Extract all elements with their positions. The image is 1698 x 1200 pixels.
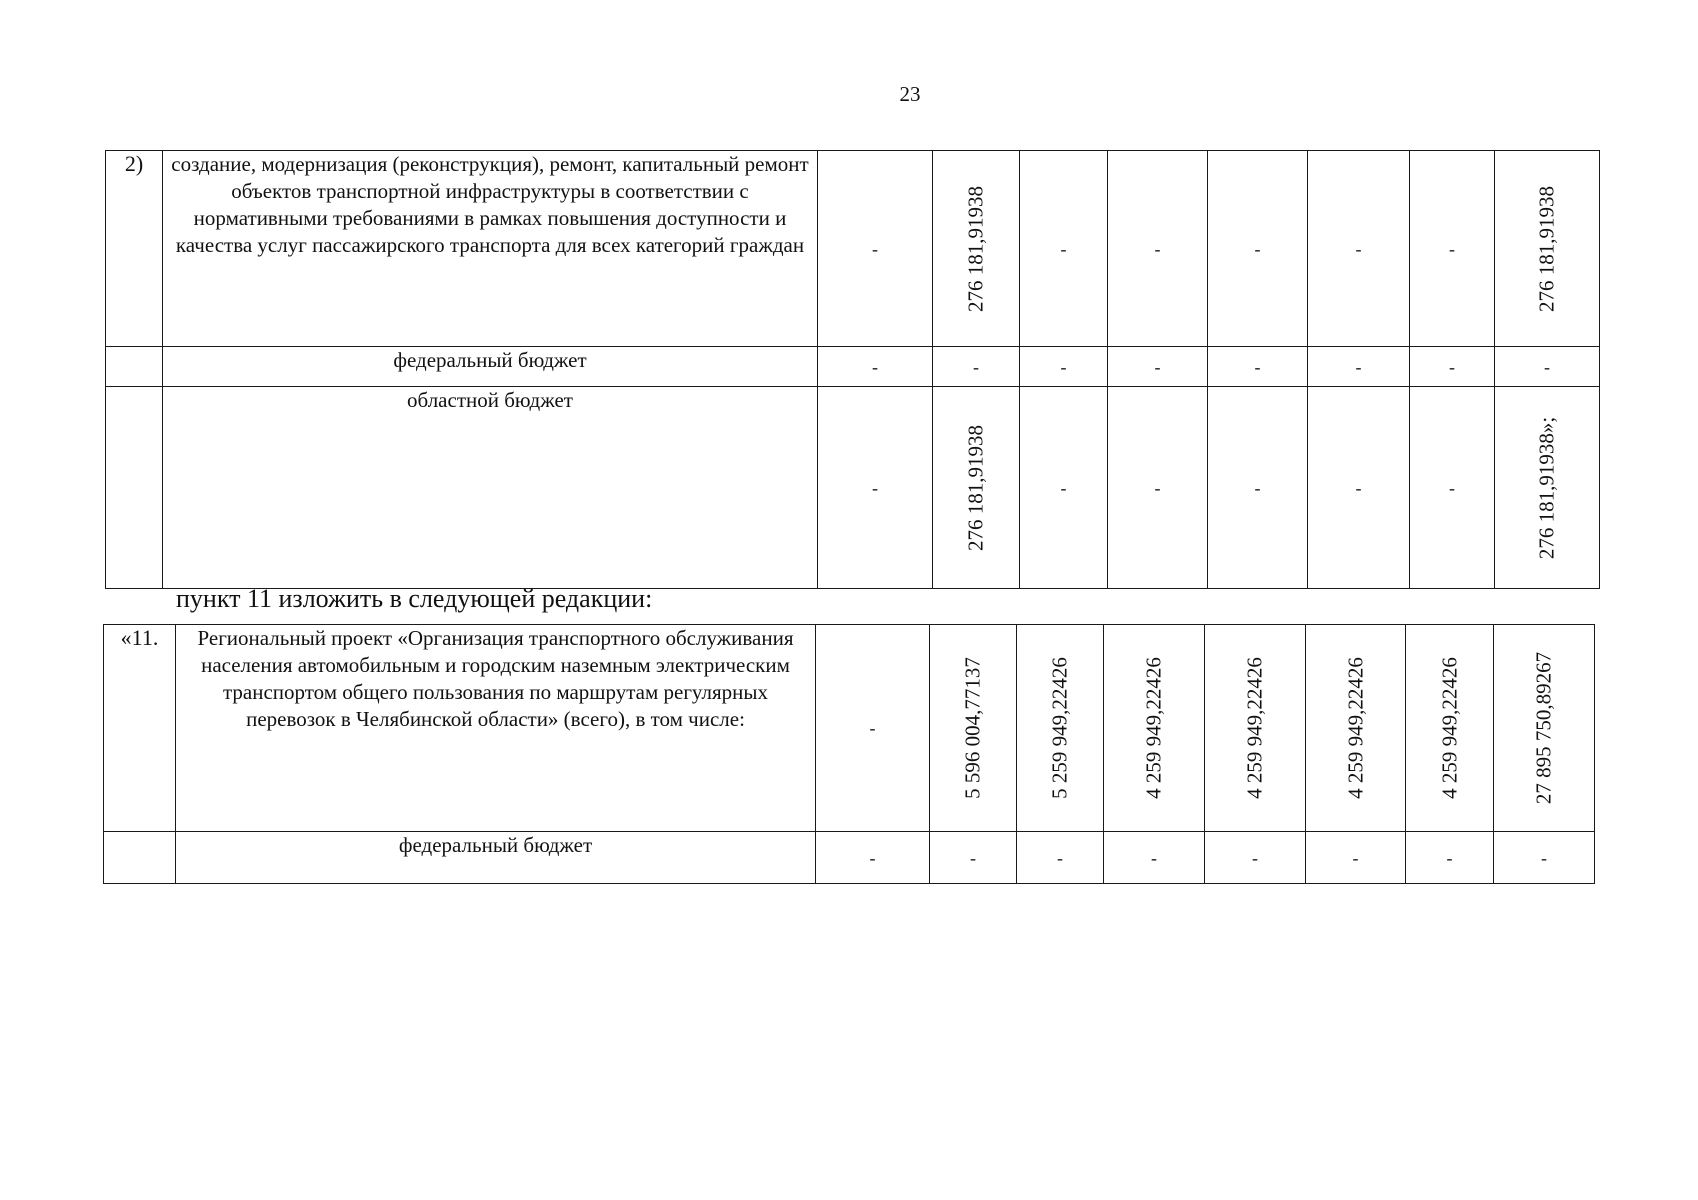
value-cell: -: [973, 356, 979, 377]
value-cell: 4 259 949,22426: [1141, 657, 1166, 799]
row-description: федеральный бюджет: [163, 347, 818, 387]
section-heading: пункт 11 изложить в следующей редакции:: [176, 584, 653, 613]
value-cell: -: [872, 477, 878, 498]
value-cell: -: [1060, 356, 1067, 377]
value-cell: -: [1060, 477, 1067, 498]
row-description: создание, модернизация (реконструкция), ремонт, капитальный ремонт объектов транспортной инфраструктуры в соответствии с нормативными требованиями в рамках повышения доступности и качества услуг пассажирского транспорта для всех категорий граждан: [163, 151, 818, 347]
value-cell: -: [1449, 238, 1455, 259]
value-cell: -: [1544, 356, 1550, 377]
row-description: областной бюджет: [163, 387, 818, 589]
value-cell: -: [1254, 238, 1261, 259]
value-cell: -: [1449, 477, 1455, 498]
value-cell: -: [1254, 477, 1261, 498]
table-row: [104, 625, 1595, 832]
row-number: [106, 387, 163, 589]
value-cell: -: [1541, 847, 1547, 868]
page-number: 23: [899, 82, 921, 106]
value-cell: -: [1446, 847, 1453, 868]
value-cell: 27 895 750,89267: [1531, 651, 1556, 805]
row-description: Региональный проект «Организация транспортного обслуживания населения автомобильным и городским наземным электрическим транспортом общего пользования по маршрутам регулярных перевозок в Челябинской области» (всего), в том числе:: [176, 625, 816, 832]
value-cell: 4 259 949,22426: [1242, 657, 1267, 799]
value-cell: -: [872, 238, 878, 259]
value-cell: 276 181,91938: [963, 424, 988, 551]
value-cell: -: [872, 356, 878, 377]
value-cell: 5 596 004,77137: [960, 657, 985, 799]
value-cell: 276 181,91938: [963, 185, 988, 312]
value-cell: -: [1449, 356, 1455, 377]
budget-table-item-2: [105, 150, 1600, 589]
row-number: [106, 347, 163, 387]
value-cell: -: [1154, 238, 1161, 259]
table-row: [106, 151, 1600, 347]
value-cell: -: [1355, 356, 1362, 377]
value-cell: -: [1254, 356, 1261, 377]
table-row: [106, 347, 1600, 387]
value-cell: -: [1154, 477, 1161, 498]
value-cell: -: [1355, 238, 1362, 259]
table-row: [106, 387, 1600, 589]
value-cell: -: [1057, 847, 1063, 868]
value-cell: -: [1151, 847, 1157, 868]
row-number: 2): [106, 151, 163, 347]
value-cell: 5 259 949,22426: [1047, 657, 1072, 799]
value-cell: -: [869, 718, 876, 738]
value-cell: -: [1355, 477, 1362, 498]
row-number: [104, 832, 176, 884]
row-number: «11.: [104, 625, 176, 832]
value-cell: -: [1154, 356, 1161, 377]
value-cell: 276 181,91938»;: [1534, 416, 1559, 559]
table-row: [104, 832, 1595, 884]
value-cell: 276 181,91938: [1534, 185, 1559, 312]
value-cell: -: [1352, 847, 1359, 868]
value-cell: -: [869, 847, 876, 868]
budget-table-item-11: [103, 624, 1595, 884]
value-cell: -: [1252, 847, 1258, 868]
value-cell: -: [970, 847, 976, 868]
value-cell: 4 259 949,22426: [1437, 657, 1461, 799]
value-cell: 4 259 949,22426: [1343, 657, 1367, 799]
value-cell: -: [1060, 238, 1067, 259]
row-description: федеральный бюджет: [176, 832, 816, 884]
